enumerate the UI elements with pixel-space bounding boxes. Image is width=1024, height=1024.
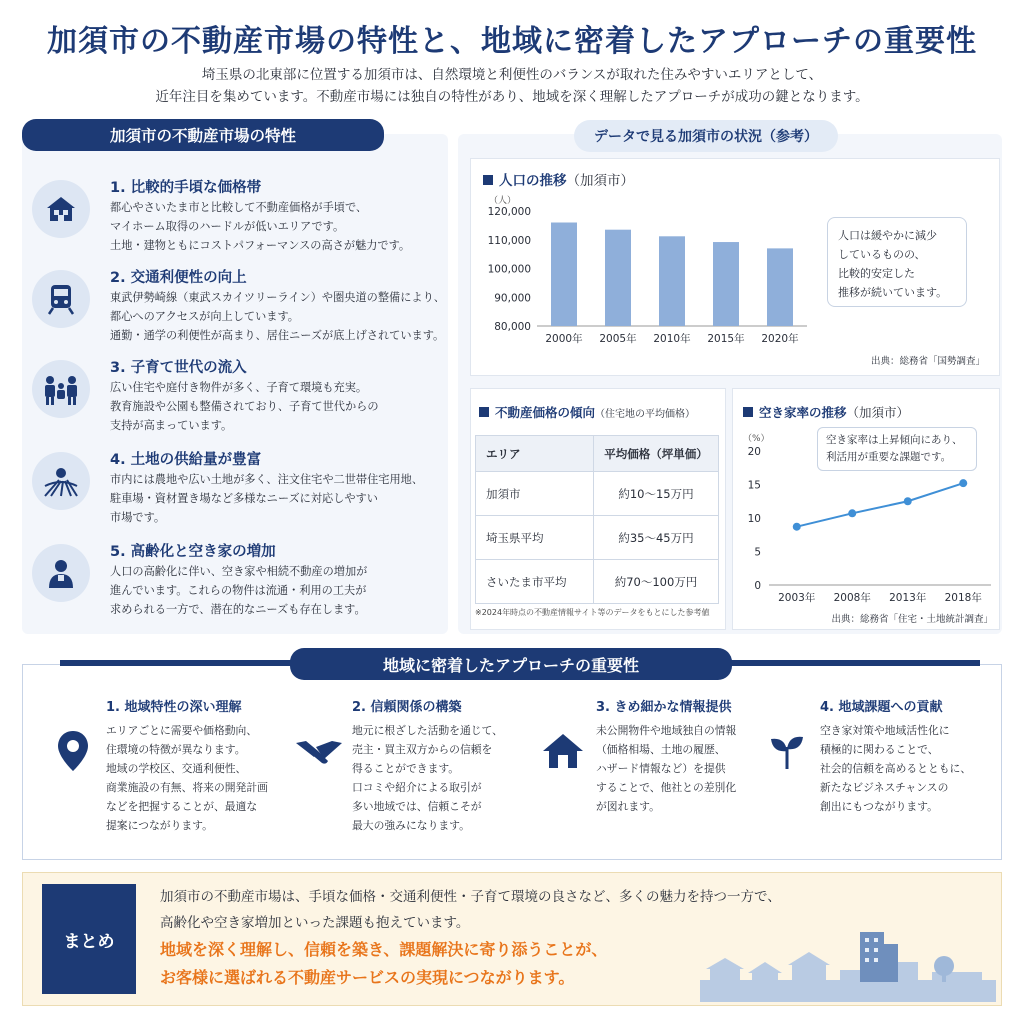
approach-line: 創出にもつながります。 bbox=[820, 800, 938, 813]
summary-line: 高齢化や空き家増加といった課題も抱えています。 bbox=[160, 915, 470, 931]
summary-emphasis-line: 地域を深く理解し、信頼を築き、課題解決に寄り添うことが、 bbox=[160, 940, 608, 959]
vacancy-title-text: 空き家率の推移 bbox=[759, 405, 847, 420]
approach-item bbox=[538, 696, 774, 816]
feature-line: 市場です。 bbox=[110, 511, 166, 524]
approach-line: ハザード情報など）を提供 bbox=[596, 762, 726, 775]
approach-line: 新たなビジネスチャンスの bbox=[820, 781, 949, 794]
x-tick-label: 2008年 bbox=[833, 592, 871, 604]
approach-body bbox=[106, 721, 284, 835]
y-axis-unit: （人） bbox=[489, 196, 517, 206]
sprout-icon bbox=[762, 726, 812, 776]
y-tick-label: 110,000 bbox=[487, 234, 531, 247]
table-cell: 約70〜100万円 bbox=[594, 560, 719, 604]
approach-heading: 地域に密着したアプローチの重要性 bbox=[290, 648, 732, 680]
y-tick-label: 120,000 bbox=[487, 206, 531, 218]
vacancy-line-chart bbox=[733, 389, 1001, 631]
family-icon bbox=[32, 360, 90, 418]
approach-line: などを把握することが、最適な bbox=[106, 800, 258, 813]
approach-line: 提案につながります。 bbox=[106, 819, 213, 832]
feature-title: 2. 交通利便性の向上 bbox=[110, 270, 247, 286]
feature-line: 土地・建物ともにコストパフォーマンスの高さが魅力です。 bbox=[110, 239, 411, 252]
table-header-cell: 平均価格（坪単価） bbox=[594, 436, 719, 472]
bar bbox=[713, 242, 739, 326]
train-icon bbox=[32, 270, 90, 328]
approach-item bbox=[48, 696, 284, 835]
y-tick-label: 15 bbox=[747, 479, 761, 492]
summary-label: まとめ bbox=[42, 884, 136, 994]
feature-line: 広い住宅や庭付き物件が多く、子育て環境も充実。 bbox=[110, 381, 368, 394]
feature-title: 1. 比較的手頃な価格帯 bbox=[110, 180, 262, 196]
price-title-text: 不動産価格の傾向 bbox=[495, 405, 596, 420]
table-cell: さいたま市平均 bbox=[476, 560, 594, 604]
y-axis-unit: （%） bbox=[743, 434, 770, 444]
data-point bbox=[793, 523, 801, 531]
approach-line: することで、他社との差別化 bbox=[596, 781, 737, 794]
feature-line: 教育施設や公園も整備されており、子育て世代からの bbox=[110, 400, 379, 413]
bar bbox=[767, 248, 793, 326]
table-row bbox=[476, 560, 719, 604]
feature-title: 5. 高齢化と空き家の増加 bbox=[110, 544, 276, 560]
feature-line: 市内には農地や広い土地が多く、注文住宅や二世帯住宅用地、 bbox=[110, 473, 424, 486]
approach-item bbox=[762, 696, 998, 816]
page-title: 加須市の不動産市場の特性と、地域に密着したアプローチの重要性 bbox=[47, 24, 977, 59]
table-row bbox=[476, 472, 719, 516]
feature-body bbox=[110, 470, 450, 527]
population-source: 出典：総務省「国勢調査」 bbox=[870, 356, 985, 367]
approach-line: 積極的に関わることで、 bbox=[820, 743, 939, 756]
approach-line: 未公開物件や地域独自の情報 bbox=[596, 724, 737, 737]
approach-line: 得ることができます。 bbox=[352, 762, 460, 775]
feature-line: 通勤・通学の利便性が高まり、居住ニーズが底上げされています。 bbox=[110, 329, 445, 342]
feature-line: 東武伊勢崎線（東武スカイツリーライン）や圏央道の整備により、 bbox=[110, 291, 445, 304]
approach-line: 地域の学校区、交通利便性、 bbox=[106, 762, 247, 775]
approach-line: 地元に根ざした活動を通じて、 bbox=[352, 724, 503, 737]
summary-line: 加須市の不動産市場は、手頃な価格・交通利便性・子育て環境の良さなど、多くの魅力を持つ一方で、 bbox=[160, 889, 781, 905]
data-point bbox=[904, 497, 912, 505]
vacancy-title-sub: （加須市） bbox=[846, 405, 910, 420]
approach-line: 売主・買主双方からの信頼を bbox=[352, 743, 493, 756]
approach-line: エリアごとに需要や価格動向、 bbox=[106, 724, 258, 737]
handshake-icon bbox=[294, 726, 344, 776]
x-tick-label: 2003年 bbox=[778, 592, 816, 604]
feature-line: 支持が高まっています。 bbox=[110, 419, 233, 432]
feature-line: 求められる一方で、潜在的なニーズも存在します。 bbox=[110, 603, 366, 616]
approach-line: 多い地域では、信頼こそが bbox=[352, 800, 482, 813]
y-tick-label: 0 bbox=[754, 580, 761, 592]
farmland-icon bbox=[32, 452, 90, 510]
bar bbox=[659, 236, 685, 326]
data-point bbox=[848, 509, 856, 517]
population-card bbox=[470, 158, 1000, 376]
townscape-illustration bbox=[700, 928, 996, 1002]
feature-line: 都心やさいたま市と比較して不動産価格が手頃で、 bbox=[110, 201, 368, 214]
price-title bbox=[479, 403, 695, 421]
approach-line: 口コミや紹介による取引が bbox=[352, 781, 482, 794]
approach-line: 住環境の特徴が異なります。 bbox=[106, 743, 246, 756]
y-tick-label: 10 bbox=[747, 513, 761, 525]
callout-line: 空き家率は上昇傾向にあり、 bbox=[826, 434, 963, 446]
location-pin-icon bbox=[48, 726, 98, 776]
y-tick-label: 90,000 bbox=[494, 292, 531, 305]
callout-line: 人口は緩やかに減少 bbox=[838, 229, 937, 242]
callout-line: しているものの、 bbox=[838, 248, 926, 261]
approach-title: 1. 地域特性の深い理解 bbox=[106, 700, 242, 715]
feature-line: 人口の高齢化に伴い、空き家や相続不動産の増加が bbox=[110, 565, 368, 578]
feature-title: 3. 子育て世代の流入 bbox=[110, 360, 247, 376]
approach-title: 3. きめ細かな情報提供 bbox=[596, 700, 732, 715]
approach-line: 商業施設の有無、将来の開発計画 bbox=[106, 781, 268, 794]
vacancy-callout bbox=[817, 427, 977, 471]
intro-line: 埼玉県の北東部に位置する加須市は、自然環境と利便性のバランスが取れた住みやすいエリアとして、 bbox=[201, 67, 823, 83]
intro-text bbox=[40, 64, 984, 108]
table-cell: 約10〜15万円 bbox=[594, 472, 719, 516]
population-callout bbox=[827, 217, 967, 307]
summary-emphasis bbox=[160, 936, 760, 992]
x-tick-label: 2018年 bbox=[944, 592, 982, 604]
population-title-text: 人口の推移 bbox=[499, 173, 567, 189]
price-note: ※2024年時点の不動産情報サイト等のデータをもとにした参考値 bbox=[475, 608, 710, 617]
intro-line: 近年注目を集めています。不動産市場には独自の特性があり、地域を深く理解したアプローチが成功の鍵となります。 bbox=[155, 89, 869, 105]
y-tick-label: 5 bbox=[754, 546, 761, 559]
feature-body bbox=[110, 562, 450, 619]
y-tick-label: 20 bbox=[747, 446, 761, 458]
price-card bbox=[470, 388, 726, 630]
y-tick-label: 100,000 bbox=[487, 263, 531, 276]
feature-body bbox=[110, 198, 450, 255]
x-tick-label: 2010年 bbox=[653, 333, 691, 345]
feature-line: 進んでいます。これらの物件は流通・利用の工夫が bbox=[110, 584, 367, 597]
x-tick-label: 2020年 bbox=[761, 333, 799, 345]
data-heading: データで見る加須市の状況（参考） bbox=[574, 120, 838, 152]
feature-title: 4. 土地の供給量が豊富 bbox=[110, 452, 262, 468]
feature-line: マイホーム取得のハードルが低いエリアです。 bbox=[110, 220, 345, 233]
home-icon bbox=[538, 726, 588, 776]
approach-list bbox=[22, 668, 1002, 858]
price-table bbox=[475, 435, 719, 604]
table-header-row bbox=[476, 436, 719, 472]
approach-line: 社会的信頼を高めるとともに、 bbox=[820, 762, 972, 775]
series-line bbox=[797, 483, 964, 527]
feature-line: 都心へのアクセスが向上しています。 bbox=[110, 310, 299, 323]
data-point bbox=[959, 479, 967, 487]
table-cell: 埼玉県平均 bbox=[476, 516, 594, 560]
approach-body bbox=[596, 721, 774, 816]
x-tick-label: 2013年 bbox=[889, 592, 927, 604]
callout-line: 比較的安定した bbox=[838, 267, 915, 280]
vacancy-card bbox=[732, 388, 1000, 630]
table-row bbox=[476, 516, 719, 560]
approach-body bbox=[820, 721, 998, 816]
features-heading: 加須市の不動産市場の特性 bbox=[22, 119, 384, 151]
y-tick-label: 80,000 bbox=[494, 321, 531, 333]
feature-body bbox=[110, 288, 450, 345]
approach-title: 2. 信頼関係の構築 bbox=[352, 700, 462, 715]
x-tick-label: 2015年 bbox=[707, 333, 745, 345]
table-header-cell: エリア bbox=[476, 436, 594, 472]
bar bbox=[605, 230, 631, 326]
feature-line: 駐車場・資材置き場など多様なニーズに対応しやすい bbox=[110, 492, 378, 505]
approach-line: 空き家対策や地域活性化に bbox=[820, 724, 950, 737]
callout-line: 推移が続いています。 bbox=[838, 286, 948, 299]
table-cell: 約35〜45万円 bbox=[594, 516, 719, 560]
approach-title: 4. 地域課題への貢献 bbox=[820, 700, 943, 715]
elderly-person-icon bbox=[32, 544, 90, 602]
house-icon bbox=[32, 180, 90, 238]
approach-item bbox=[294, 696, 530, 835]
approach-line: 最大の強みになります。 bbox=[352, 819, 470, 832]
approach-line: （価格相場、土地の履歴、 bbox=[596, 743, 726, 756]
approach-line: が図れます。 bbox=[596, 800, 660, 813]
vacancy-source: 出典：総務省「住宅・土地統計調査」 bbox=[831, 614, 993, 625]
callout-line: 利活用が重要な課題です。 bbox=[826, 451, 952, 463]
bar bbox=[551, 223, 577, 327]
feature-body bbox=[110, 378, 450, 435]
table-cell: 加須市 bbox=[476, 472, 594, 516]
price-title-sub: （住宅地の平均価格） bbox=[595, 409, 696, 420]
population-title-sub: （加須市） bbox=[566, 173, 634, 189]
approach-body bbox=[352, 721, 530, 835]
x-tick-label: 2005年 bbox=[599, 333, 637, 345]
summary-emphasis-line: お客様に選ばれる不動産サービスの実現につながります。 bbox=[160, 968, 575, 987]
x-tick-label: 2000年 bbox=[545, 333, 583, 345]
